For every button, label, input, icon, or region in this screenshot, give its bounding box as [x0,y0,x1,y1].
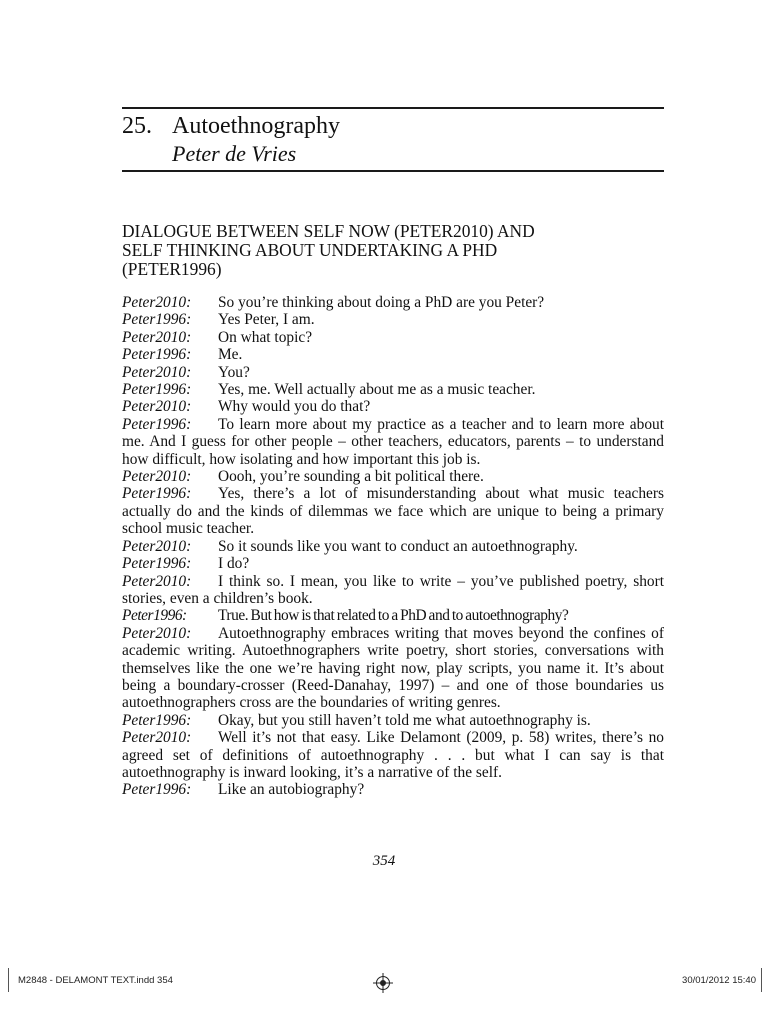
chapter-bottom-rule [122,170,664,172]
dialogue-text: Oooh, you’re sounding a bit political there. [218,468,484,486]
speaker-label: Peter2010: [122,328,192,346]
dialogue-text: Why would you do that? [218,398,371,416]
dialogue-text: Yes Peter, I am. [218,311,315,329]
dialogue-turn [122,781,664,798]
dialogue-turn [122,625,664,712]
section-heading-line: (PETER1996) [122,259,222,279]
dialogue-turn [122,329,664,346]
speaker-label: Peter1996: [122,607,187,625]
dialogue-text: Yes, me. Well actually about me as a music teacher. [218,381,536,399]
dialogue-text: Okay, but you still haven’t told me what autoethnography is. [218,711,591,729]
speaker-label: Peter1996: [122,415,192,433]
dialogue-turn [122,346,664,363]
speaker-label: Peter1996: [122,311,192,329]
dialogue-text: Me. [218,346,243,364]
speaker-label: Peter2010: [122,624,192,642]
dialogue-turn [122,729,664,781]
dialogue-turn [122,712,664,729]
section-heading-line: SELF THINKING ABOUT UNDERTAKING A PHD [122,240,498,260]
speaker-label: Peter1996: [122,346,192,364]
speaker-label: Peter1996: [122,381,192,399]
dialogue-turn [122,468,664,485]
slug-crop-mark [8,968,9,992]
dialogue-turn [122,294,664,311]
speaker-label: Peter2010: [122,468,192,486]
chapter-top-rule [122,107,664,109]
dialogue-text: Yes, there’s a lot of misunderstanding about what music teachers actually do and the kinds of dilemmas we face which are unique to being a primary school music teacher. [122,485,664,538]
dialogue-text: Like an autobiography? [218,781,365,799]
speaker-label: Peter2010: [122,363,192,381]
dialogue-turn [122,416,664,468]
dialogue-turn [122,381,664,398]
crosshair-registration-icon [373,973,393,993]
dialogue-text: I think so. I mean, you like to write – you’ve published poetry, short stories, even a children’s book. [122,572,664,607]
dialogue-text: To learn more about my practice as a teacher and to learn more about me. And I guess for other people – other teachers, educators, parents – to understand how difficult, how isolating and how important this job is. [122,415,664,468]
chapter-number: 25. [122,113,152,139]
dialogue-text: True. But how is that related to a PhD and to autoethnography? [218,607,569,625]
speaker-label: Peter2010: [122,729,192,747]
speaker-label: Peter2010: [122,537,192,555]
speaker-label: Peter2010: [122,398,192,416]
dialogue-turn [122,573,664,608]
slug-date-info: 30/01/2012 15:40 [682,975,756,986]
section-heading-line: DIALOGUE BETWEEN SELF NOW (PETER2010) AND [122,221,535,241]
chapter-title [122,111,340,141]
slug-crop-mark [761,968,762,992]
dialogue-text: Autoethnography embraces writing that moves beyond the confines of academic writing. Autoethnographers write poetry, short stories, conversations with themselves like the one we’re having right now, play scripts, you name it. It’s about being a boundary-crosser (Reed-Danahay, 1997) – and one of those boundaries us autoethnographers cross are the boundaries of writing genres. [122,624,664,712]
page-number: 354 [372,853,396,869]
dialogue-turn [122,555,664,572]
dialogue-turn [122,364,664,381]
dialogue-turn [122,485,664,537]
speaker-label: Peter1996: [122,781,192,799]
speaker-label: Peter2010: [122,572,192,590]
chapter-title-text: Autoethnography [172,113,340,139]
speaker-label: Peter1996: [122,555,192,573]
dialogue-text: So you’re thinking about doing a PhD are you Peter? [218,294,545,311]
speaker-label: Peter2010: [122,294,192,311]
dialogue-text: Well it’s not that easy. Like Delamont (2009, p. 58) writes, there’s no agreed set of definitions of autoethnography . . . but what I can say is that autoethnography is inward looking, it’s a narrative of the self. [122,729,664,781]
dialogue-text: So it sounds like you want to conduct an autoethnography. [218,537,578,555]
dialogue-turn [122,607,664,624]
dialogue [122,294,664,799]
speaker-label: Peter1996: [122,485,192,503]
dialogue-turn [122,538,664,555]
dialogue-turn [122,311,664,328]
dialogue-text: I do? [218,555,250,573]
speaker-label: Peter1996: [122,711,192,729]
dialogue-text: You? [218,363,250,381]
chapter-author: Peter de Vries [172,141,297,166]
section-heading [122,222,667,279]
dialogue-turn [122,398,664,415]
slug-file-info: M2848 - DELAMONT TEXT.indd 354 [18,975,173,986]
dialogue-text: On what topic? [218,328,313,346]
